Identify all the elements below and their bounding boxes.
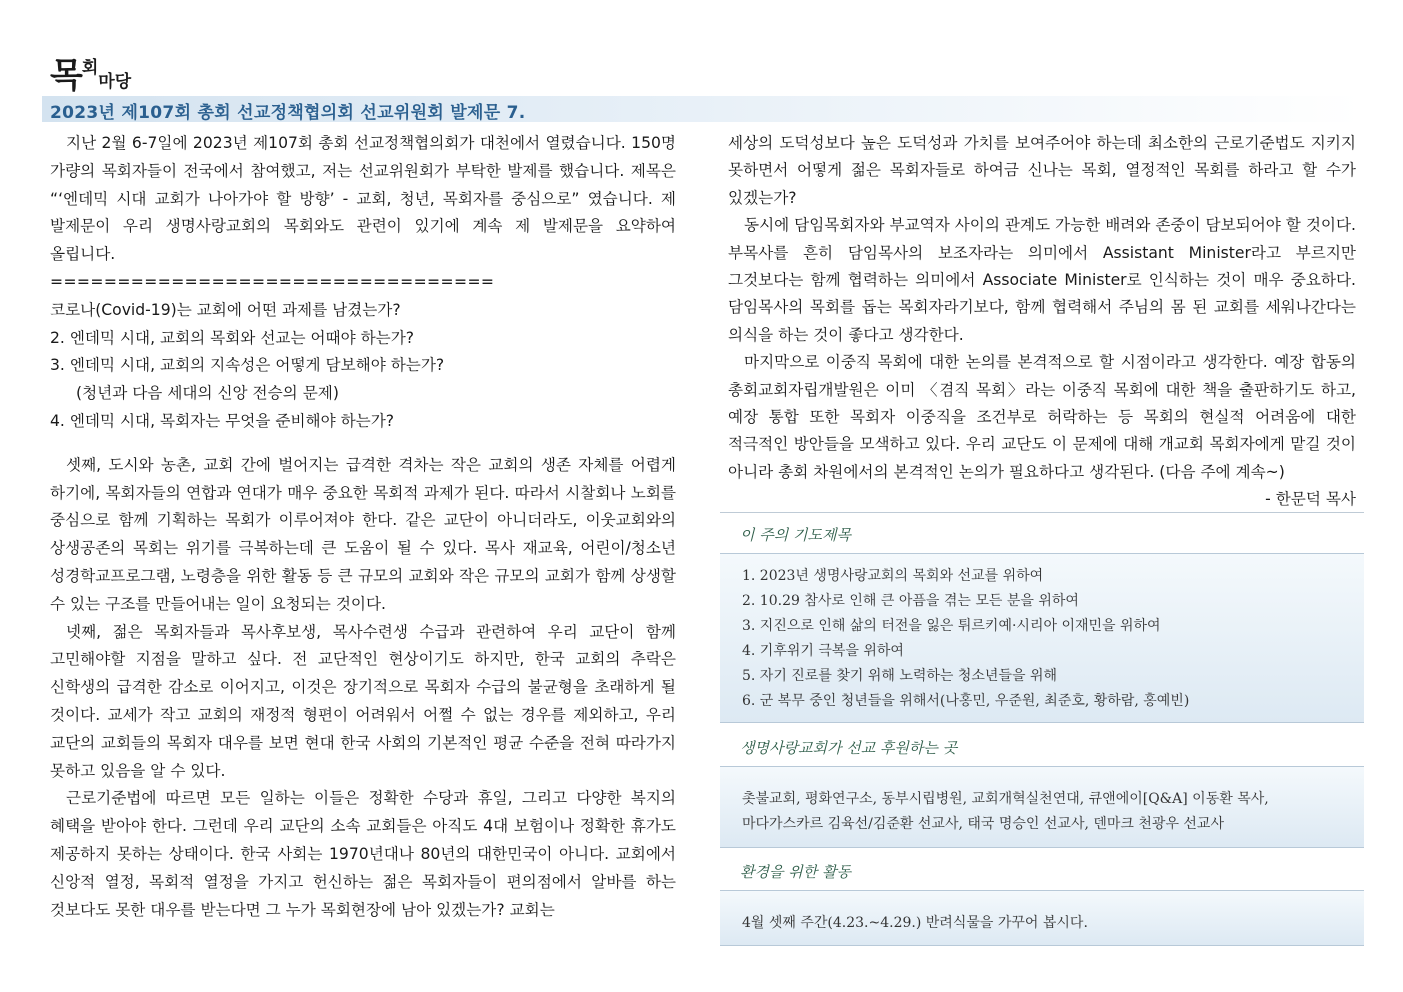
masthead-logo — [50, 48, 132, 96]
author-signature: - 한문덕 목사 — [1265, 490, 1356, 509]
prayer-item: 5. 자기 진로를 찾기 위해 노력하는 청소년들을 위해 — [742, 668, 1057, 684]
prayer-heading: 이 주의 기도제목 — [740, 526, 851, 544]
body-paragraph: 동시에 담임목회자와 부교역자 사이의 관계도 가능한 배려와 존중이 담보되어야 할 것이다. 부목사를 흔히 담임목사의 보조자라는 의미에서 Assistant Minister라고 부르지만 그것보다는 함께 협력하는 의미에서 Associate Minister로 인식하는 것이 매우 중요하다. 담임목사의 목회를 돕는 목회자라기보다, 함께 협력해서 주님의 몸 된 교회를 세워나간다는 의식을 하는 것이 좋다고 생각한다. — [728, 216, 1356, 344]
question-subnote: (청년과 다음 세대의 신앙 전승의 문제) — [76, 384, 339, 403]
environment-body — [720, 890, 1364, 946]
separator-line: ================================= — [50, 272, 495, 291]
support-line: 마다가스카르 김육선/김준환 선교사, 태국 명승인 선교사, 덴마크 천광우 선교사 — [742, 816, 1224, 832]
question-item: 2. 엔데믹 시대, 교회의 목회와 선교는 어때야 하는가? — [50, 328, 415, 347]
environment-section — [720, 850, 1364, 946]
body-paragraph: 셋째, 도시와 농촌, 교회 간에 벌어지는 급격한 격차는 작은 교회의 생존 자체를 어렵게 하기에, 목회자들의 연합과 연대가 매우 중요한 목회적 과제가 된다. 따라서 시찰회나 노회를 중심으로 함께 기획하는 목회가 이루어져야 한다. 같은 교단이 아니더라도, 이웃교회와의 상생공존의 목회는 위기를 극복하는데 큰 도움이 될 수 있다. 목사 재교육, 어린이/청소년 성경학교프로그램, 노령층을 위한 활동 등 큰 규모의 교회와 작은 규모의 교회가 함께 상생할 수 있는 구조를 만들어내는 일이 요청되는 것이다. — [50, 455, 676, 613]
prayer-section — [720, 512, 1364, 723]
left-column — [50, 130, 676, 924]
environment-text: 4월 셋째 주간(4.23.~4.29.) 반려식물을 가꾸어 봅시다. — [742, 915, 1088, 931]
support-list — [720, 766, 1364, 848]
environment-heading: 환경을 위한 활동 — [740, 863, 851, 881]
question-item: 4. 엔데믹 시대, 목회자는 무엇을 준비해야 하는가? — [50, 411, 395, 430]
prayer-item: 3. 지진으로 인해 삶의 터전을 잃은 튀르키예·시리아 이재민을 위하여 — [742, 618, 1161, 634]
body-paragraph: 근로기준법에 따르면 모든 일하는 이들은 정확한 수당과 휴일, 그리고 다양한 복지의 혜택을 받아야 한다. 그런데 우리 교단의 소속 교회들은 아직도 4대 보험이나 정확한 휴가도 제공하지 못하는 상태이다. 한국 사회는 1970년대나 80년의 대한민국이 아니다. 교회에서 신앙적 열정, 목회적 열정을 가지고 헌신하는 젊은 목회자들이 편의점에서 알바를 하는 것보다도 못한 대우를 받는다면 그 누가 목회현장에 남아 있겠는가? 교회는 — [50, 789, 676, 919]
intro-paragraph: 지난 2월 6-7일에 2023년 제107회 총회 선교정책협의회가 대천에서 열렸습니다. 150명 가량의 목회자들이 전국에서 참여했고, 저는 선교위원회가 부탁한 발제를 했습니다. 제목은 “‘엔데믹 시대 교회가 나아가야 할 방향’ - 교회, 청년, 목회자를 중심으로” 였습니다. 제 발제문이 우리 생명사랑교회의 목회와도 관련이 있기에 계속 제 발제문을 요약하여 올립니다. — [50, 134, 676, 264]
body-paragraph: 넷째, 젊은 목회자들과 목사후보생, 목사수련생 수급과 관련하여 우리 교단이 함께 고민해야할 지점을 말하고 싶다. 전 교단적인 현상이기도 하지만, 한국 교회의 추락은 신학생의 급격한 감소로 이어지고, 이것은 장기적으로 목회자 수급의 불균형을 초래하게 될 것이다. 교세가 작고 교회의 재정적 형편이 어려워서 어쩔 수 없는 경우를 제외하고, 우리 교단의 교회들의 목회자 대우를 보면 현대 한국 사회의 기본적인 평균 수준을 전혀 따라가지 못하고 있음을 알 수 있다. — [50, 622, 676, 780]
question-item: 코로나(Covid-19)는 교회에 어떤 과제를 남겼는가? — [50, 300, 401, 319]
prayer-item: 6. 군 복무 중인 청년들을 위해서(나홍민, 우준원, 최준호, 황하람, 홍예빈) — [742, 693, 1190, 709]
question-list — [50, 297, 676, 436]
support-line: 촛불교회, 평화연구소, 동부시립병원, 교회개혁실천연대, 큐앤에이[Q&A] 이동환 목사, — [742, 791, 1269, 807]
support-section — [720, 726, 1364, 848]
masthead-small-char: 회 — [81, 58, 99, 78]
prayer-item: 2. 10.29 참사로 인해 큰 아픔을 겪는 모든 분을 위하여 — [742, 593, 1079, 609]
support-heading-row — [720, 726, 1364, 766]
prayer-item: 4. 기후위기 극복을 위하여 — [742, 643, 904, 659]
page-title: 2023년 제107회 총회 선교정책협의회 선교위원회 발제문 7. — [50, 103, 526, 123]
masthead-big-char: 목 — [50, 56, 82, 96]
environment-heading-row — [720, 850, 1364, 890]
question-item: 3. 엔데믹 시대, 교회의 지속성은 어떻게 담보해야 하는가? — [50, 356, 445, 375]
continued-paragraph: 세상의 도덕성보다 높은 도덕성과 가치를 보여주어야 하는데 최소한의 근로기준법도 지키지 못하면서 어떻게 젊은 목회자들로 하여금 신나는 목회, 열정적인 목회를 하라고 할 수가 있겠는가? — [728, 134, 1356, 207]
right-column — [728, 130, 1356, 514]
spacer — [50, 436, 676, 452]
prayer-heading-row — [720, 512, 1364, 553]
prayer-item: 1. 2023년 생명사랑교회의 목회와 선교를 위하여 — [742, 568, 1044, 584]
masthead-small-word: 마당 — [98, 72, 132, 92]
prayer-list — [720, 553, 1364, 723]
title-banner — [42, 96, 1362, 122]
support-heading: 생명사랑교회가 선교 후원하는 곳 — [740, 739, 958, 757]
body-paragraph: 마지막으로 이중직 목회에 대한 논의를 본격적으로 할 시점이라고 생각한다. 예장 합동의 총회교회자립개발원은 이미 〈겸직 목회〉라는 이중직 목회에 대한 책을 출판하기도 하고, 예장 통합 또한 목회자 이중직을 조건부로 허락하는 등 목회의 현실적 어려움에 대한 적극적인 방안들을 모색하고 있다. 우리 교단도 이 문제에 대해 개교회 목회자에게 맡길 것이 아니라 총회 차원에서의 본격적인 논의가 필요하다고 생각된다. (다음 주에 계속~) — [728, 353, 1356, 481]
